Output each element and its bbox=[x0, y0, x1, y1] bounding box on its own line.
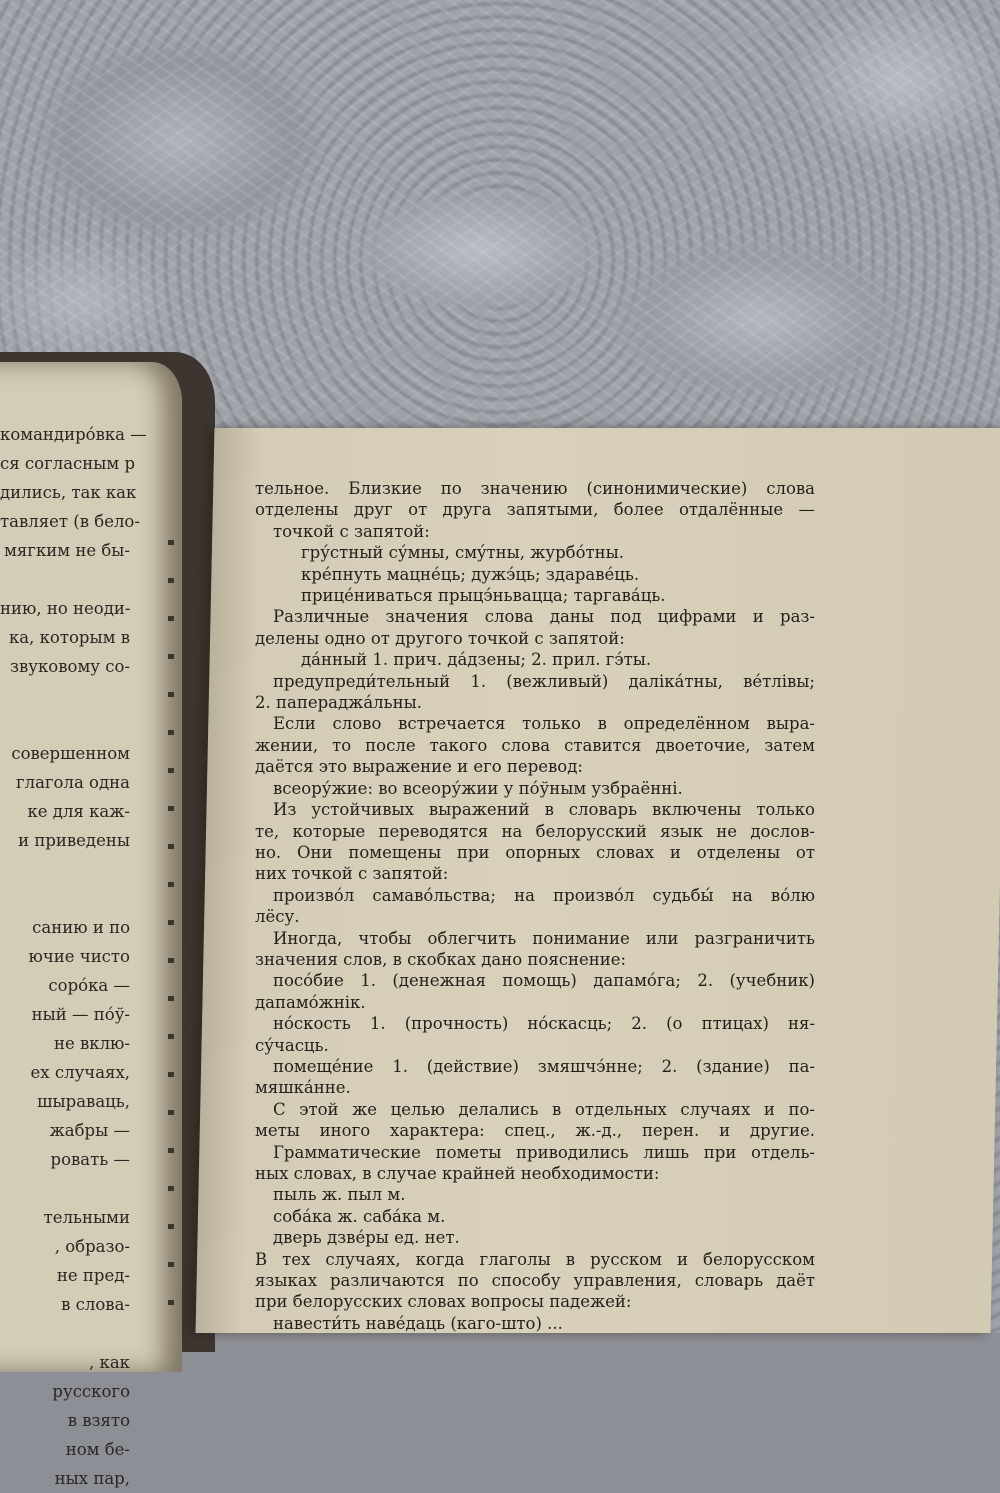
text-line: те, которые переводятся на белорусский язык не дослов- bbox=[255, 821, 815, 841]
text-line: делены одно от другого точкой с запятой: bbox=[255, 628, 625, 648]
text-line: дверь дзве́ры ед. нет. bbox=[273, 1228, 460, 1248]
left-page-line: ный — по́ў- bbox=[31, 1005, 130, 1024]
left-page-line: тельными bbox=[43, 1208, 130, 1227]
text-line: Иногда, чтобы облегчить понимание или разграничить bbox=[273, 928, 815, 948]
text-line: меты иного характера: спец., ж.-д., перен. и другие. bbox=[255, 1121, 815, 1141]
text-line: языках различаются по способу управления, словарь даёт bbox=[255, 1271, 815, 1291]
text-line: но́скость 1. (прочность) но́скасць; 2. (о птицах) ня- bbox=[273, 1014, 815, 1034]
text-line: жении, то после такого слова ставится двоеточие, затем bbox=[255, 735, 815, 755]
text-line: дапамо́жнік. bbox=[255, 992, 366, 1012]
text-line: прице́ниваться прыцэ́ньвацца; таргава́ць. bbox=[301, 586, 666, 606]
left-page-line: тавляет (в бело- bbox=[0, 512, 140, 531]
text-line: Грамматические пометы приводились лишь при отдель- bbox=[273, 1142, 815, 1162]
left-page-line: ех случаях, bbox=[30, 1063, 130, 1082]
left-page-line: ке для каж- bbox=[27, 802, 130, 821]
left-page-line: жабры — bbox=[49, 1121, 130, 1140]
left-page-line: не вклю- bbox=[53, 1034, 130, 1053]
text-line: кре́пнуть мацне́ць; дужэ́ць; здараве́ць. bbox=[301, 564, 640, 584]
text-line: предупреди́тельный 1. (вежливый) даліка́тны, ве́тлівы; bbox=[273, 671, 815, 691]
left-page-line: ся согласным р bbox=[0, 454, 136, 473]
text-line: С этой же целью делались в отдельных случаях и по- bbox=[273, 1099, 815, 1119]
left-page-line: дились, так как bbox=[0, 483, 137, 502]
text-line: всеору́жие: во всеору́жии у по́ўным узбраённі. bbox=[273, 778, 683, 798]
left-page-line: не пред- bbox=[56, 1266, 130, 1285]
text-line: посо́бие 1. (денежная помощь) дапамо́га; 2. (учебник) bbox=[273, 971, 815, 991]
left-page-line: в взято bbox=[67, 1411, 130, 1430]
left-page-line: шыраваць, bbox=[37, 1092, 130, 1111]
text-line: су́часць. bbox=[255, 1035, 329, 1055]
text-line: навести́ть наве́даць (каго-што) ... bbox=[273, 1313, 563, 1333]
text-line: тельное. Близкие по значению (синонимические) слова bbox=[255, 479, 815, 498]
left-page-line: , как bbox=[89, 1353, 130, 1372]
right-page-text bbox=[255, 478, 815, 1334]
text-line: В тех случаях, когда глаголы в русском и белорусском bbox=[255, 1249, 815, 1269]
text-line: даётся это выражение и его перевод: bbox=[255, 757, 583, 777]
left-page-line: , образо- bbox=[54, 1237, 130, 1256]
text-line: 2. папераджа́льны. bbox=[255, 693, 422, 713]
text-line: соба́ка ж. саба́ка м. bbox=[273, 1206, 446, 1226]
text-line: при белорусских словах вопросы падежей: bbox=[255, 1292, 632, 1312]
left-page-line: нию, но неоди- bbox=[0, 599, 131, 618]
left-page-line bbox=[0, 1319, 200, 1348]
left-page-line: в слова- bbox=[61, 1295, 130, 1314]
left-page-line: санию и по bbox=[32, 918, 130, 937]
text-line: них точкой с запятой: bbox=[255, 864, 449, 884]
text-line: да́нный 1. прич. да́дзены; 2. прил. гэ́ты. bbox=[301, 650, 652, 670]
text-line: произво́л самаво́льства; на произво́л судьбы́ на во́лю bbox=[273, 885, 815, 905]
left-page-line: ровать — bbox=[50, 1150, 130, 1169]
left-page-line: ных пар, bbox=[54, 1469, 130, 1488]
text-line: Различные значения слова даны под цифрами и раз- bbox=[273, 607, 815, 627]
left-page-line: совершенном bbox=[11, 744, 130, 763]
text-line: Если слово встречается только в определённом выра- bbox=[273, 714, 815, 734]
text-line: ных словах, в случае крайней необходимости: bbox=[255, 1164, 660, 1183]
text-line: лёсу. bbox=[255, 907, 300, 927]
left-page-line: командиро́вка — bbox=[0, 425, 147, 444]
left-page-line: соро́ка — bbox=[48, 976, 130, 995]
left-page-line: ючие чисто bbox=[28, 947, 130, 966]
text-line: пыль ж. пыл м. bbox=[273, 1185, 406, 1205]
left-page-line: мягким не бы- bbox=[4, 541, 130, 560]
text-line: помеще́ние 1. (действие) змяшчэ́нне; 2. (здание) па- bbox=[273, 1056, 815, 1076]
text-line: мяшка́нне. bbox=[255, 1078, 351, 1098]
left-page-line: и приведены bbox=[18, 831, 130, 850]
text-line: но. Они помещены при опорных словах и отделены от bbox=[255, 842, 815, 862]
left-page-line: ном бе- bbox=[65, 1440, 130, 1459]
left-page-line: ка, которым в bbox=[8, 628, 130, 647]
left-page-line: русского bbox=[52, 1382, 130, 1401]
left-page-line: глагола одна bbox=[15, 773, 130, 792]
text-line: значения слов, в скобках дано пояснение: bbox=[255, 949, 627, 969]
spine-stitching bbox=[168, 540, 174, 1320]
text-line: точкой с запятой: bbox=[273, 521, 430, 541]
text-line: отделены друг от друга запятыми, более отдалённые — bbox=[255, 500, 815, 520]
left-page-line: звуковому со- bbox=[9, 657, 130, 676]
text-line: гру́стный су́мны, смýтны, журбо́тны. bbox=[301, 543, 625, 563]
text-line: Из устойчивых выражений в словарь включены только bbox=[273, 800, 815, 820]
